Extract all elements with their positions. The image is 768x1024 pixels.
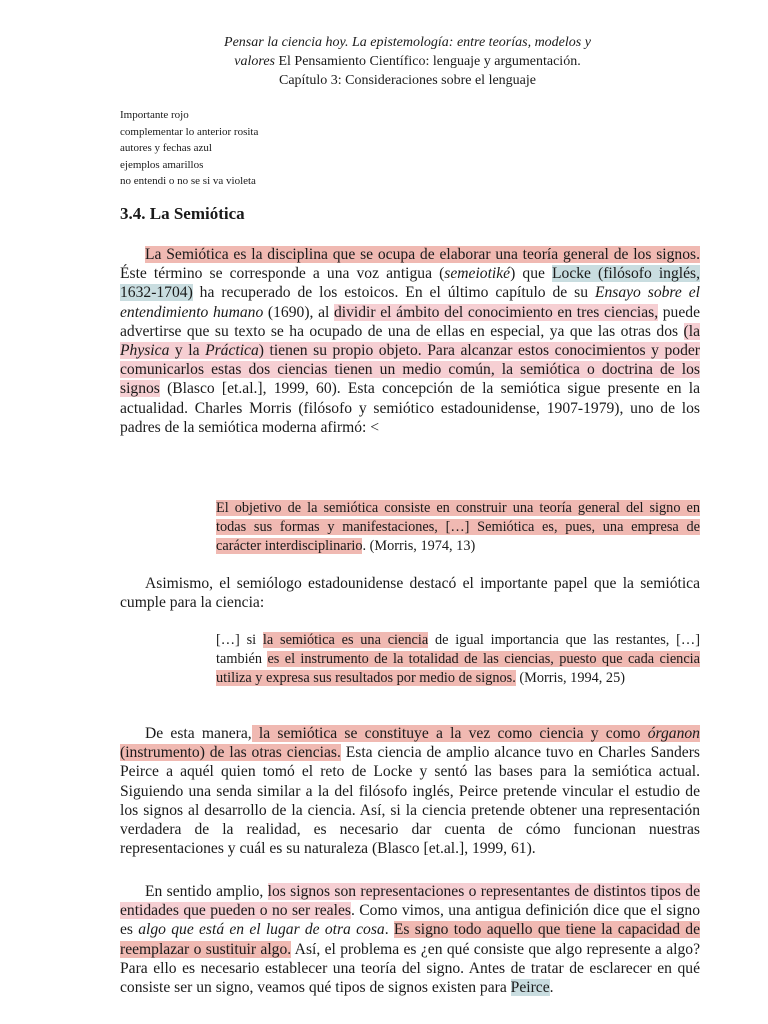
paragraph-2 bbox=[120, 574, 700, 612]
text-span: (Blasco [et.al.], 1999, 60). Esta concepción de la semiótica sigue presente en la actualidad. Charles Morris (filósofo y semiótico estadounidense, 1907-1979), uno de los padres de la semiótica moderna afirmó: < bbox=[120, 380, 700, 436]
text-span: (la bbox=[683, 322, 700, 340]
header-book-title: Pensar la ciencia hoy. La epistemología: entre teorías, modelos y bbox=[224, 35, 591, 50]
note-line: no entendi o no se si va violeta bbox=[120, 175, 256, 187]
text-span: ha recuperado de los estoicos. En el último capítulo de su bbox=[192, 284, 595, 302]
text-span: ) tienen su propio objeto. Para alcanzar estos conocimientos y poder comunicarlos estas dos ciencias tienen un medio común, la semiótica o doctrina de los signos bbox=[120, 342, 700, 398]
text-span: . bbox=[549, 979, 554, 997]
paragraph-1 bbox=[120, 245, 700, 437]
text-span: y la bbox=[169, 342, 206, 360]
text-span: la semiótica se constituye a la vez como ciencia y como bbox=[251, 725, 648, 742]
text-span: Physica bbox=[120, 342, 170, 360]
text-span: semeiotiké bbox=[444, 265, 511, 283]
note-line: Importante rojo bbox=[120, 109, 189, 121]
highlight-author: Peirce bbox=[510, 979, 550, 997]
text-span: de igual importancia que las restantes, […] también bbox=[216, 632, 700, 667]
highlight-important: El objetivo de la semiótica consiste en construir una teoría general del signo en todas sus formas y manifestaciones, […] Semiótica es, pues, una empresa de carácter interdisciplinario bbox=[216, 500, 700, 554]
block-quote-1 bbox=[216, 499, 700, 556]
paragraph-3 bbox=[120, 724, 700, 858]
section-title: 3.4. La Semiótica bbox=[120, 204, 245, 223]
note-line: autores y fechas azul bbox=[120, 142, 212, 154]
note-line: complementar lo anterior rosita bbox=[120, 125, 259, 138]
text-span: algo que está en el lugar de otra cosa bbox=[138, 921, 385, 939]
highlight-important: la semiótica es una ciencia bbox=[262, 632, 429, 648]
highlight-complement: los signos son representaciones o representantes de distintos tipos de entidades que pueden o no ser reales bbox=[120, 883, 700, 920]
header-subtitle: El Pensamiento Científico: lenguaje y argumentación. bbox=[274, 54, 581, 69]
highlight-important: Es signo todo aquello que tiene la capacidad de reemplazar o sustituir algo. bbox=[120, 921, 700, 958]
text-span: (1690), al bbox=[263, 303, 334, 321]
highlight-important: La Semiótica es la disciplina que se ocupa de elaborar una teoría general de los signos. bbox=[145, 246, 700, 263]
text-span: Esta ciencia de amplio alcance tuvo en Charles Sanders Peirce a aquél quien tomó el reto de Locke y sentó las bases para la semiótica actual. Siguiendo una senda similar a la del filósofo inglés, Peirce pretende vincular el estudio de los signos al desarrollo de la ciencia. Así, si la ciencia pretende obtener una representación verdadera de la realidad, es necesario dar cuenta de cómo funcionan nuestras representaciones y cuál es su naturaleza (Blasco [et.al.], 1999, 61). bbox=[120, 744, 700, 858]
highlight-important: es el instrumento de la totalidad de las ciencias, puesto que cada ciencia utiliza y expresa sus resultados por medio de signos. bbox=[216, 651, 700, 686]
color-legend-notes bbox=[120, 107, 258, 190]
text-span: Ensayo sobre el entendimiento humano bbox=[120, 284, 701, 321]
text-span: En sentido amplio, bbox=[145, 883, 268, 900]
text-span: Así, el problema es ¿en qué consiste que algo represente a algo? Para ello es necesario establecer una teoría del signo. Antes de tratar de esclarecer en qué consiste ser un signo, veamos qué tipos de signos existen para bbox=[120, 940, 700, 997]
text-span: (instrumento) de las otras ciencias. bbox=[120, 744, 341, 762]
highlight-author: Locke (filósofo inglés, 1632-1704) bbox=[120, 265, 700, 302]
citation: (Morris, 1994, 25) bbox=[515, 670, 625, 686]
block-quote-2 bbox=[216, 631, 700, 688]
highlight-complement: dividir el ámbito del conocimiento en tres ciencias, bbox=[334, 303, 659, 321]
text-span: . bbox=[384, 921, 394, 939]
text-span: órganon bbox=[647, 725, 700, 742]
text-span: ) que bbox=[510, 265, 552, 283]
text-span: […] si bbox=[216, 632, 263, 648]
text-span: Asimismo, el semiólogo estadounidense destacó el importante papel que la semiótica cumple para la ciencia: bbox=[120, 575, 700, 612]
text-span: . Como vimos, una antigua definición dice que el signo es bbox=[120, 902, 700, 939]
citation: . (Morris, 1974, 13) bbox=[362, 538, 476, 554]
header-book-title-cont: valores bbox=[234, 54, 275, 69]
text-span: puede advertirse que su texto se ha ocupado de una de ellas en especial, ya que las otras dos bbox=[120, 303, 700, 340]
paragraph-4 bbox=[120, 882, 700, 997]
running-header bbox=[120, 33, 695, 90]
note-line: ejemplos amarillos bbox=[120, 158, 204, 171]
header-chapter: Capítulo 3: Consideraciones sobre el lenguaje bbox=[279, 73, 536, 88]
text-span: De esta manera, bbox=[145, 725, 252, 742]
text-span: Práctica bbox=[205, 342, 259, 360]
text-span: Éste término se corresponde a una voz antigua ( bbox=[120, 265, 445, 283]
